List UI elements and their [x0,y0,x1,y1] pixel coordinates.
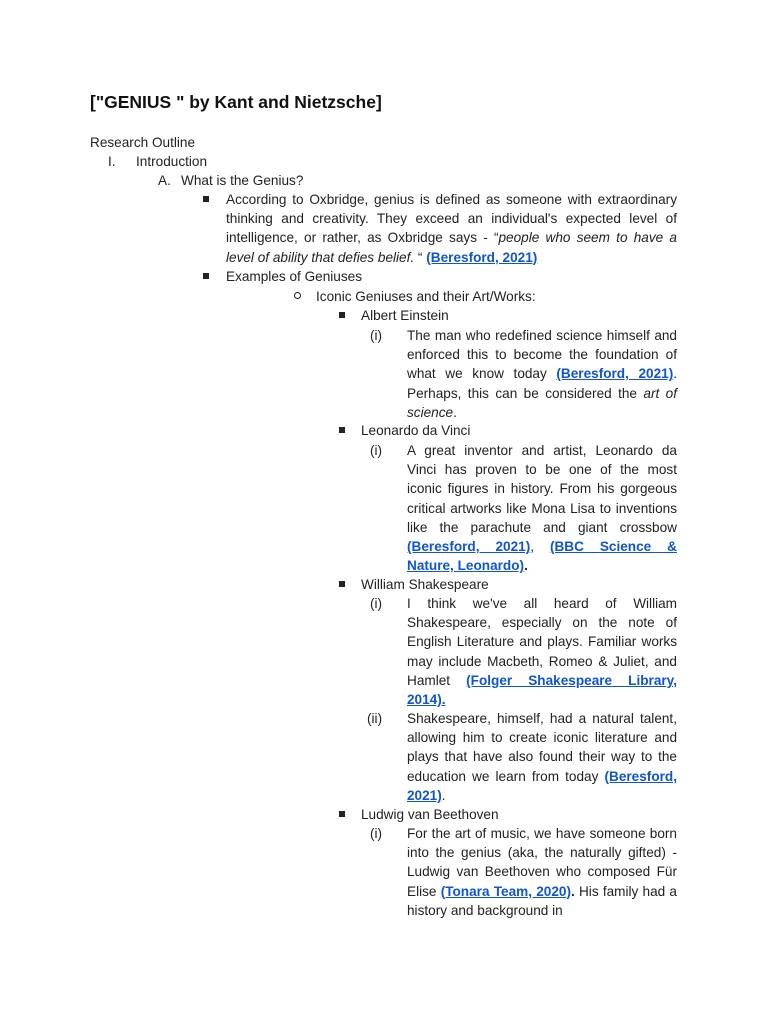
item-marker: (i) [370,443,383,458]
genius-name-davinci: Leonardo da Vinci [361,423,471,438]
bullet-icon [339,421,345,440]
paragraph-text: . [453,404,457,420]
shakespeare-paragraph-2 [407,709,677,805]
paragraph-text: . [571,883,575,899]
paragraph-text: . [441,787,446,803]
section-marker-a: A. [158,173,171,188]
paragraph-text: A great inventor and artist, Leonardo da Vinci has proven to be one of the most iconic figures in history. From his gorgeous critical artworks like Mona Lisa to inventions like the parachute and giant crossbow [407,443,677,535]
item-marker: (i) [370,826,383,841]
section-introduction: Introduction [136,154,208,169]
italic-phrase: art of science [407,385,677,420]
section-what-is-genius: What is the Genius? [181,173,304,188]
citation-link[interactable]: (Beresford, 2021) [426,249,538,265]
item-marker: (i) [370,596,383,611]
paragraph-text: . [524,558,528,574]
paragraph-text: His family had a history and background in [407,883,677,918]
davinci-paragraph [407,441,677,575]
genius-name-shakespeare: William Shakespeare [361,577,489,592]
bullet-icon [339,306,345,325]
bullet-icon [203,190,209,209]
einstein-paragraph [407,326,677,422]
item-marker: (ii) [367,711,383,726]
definition-paragraph [226,190,677,267]
citation-link[interactable]: (BBC Science & Nature, Leonardo) [407,539,677,574]
outline-label: Research Outline [90,135,196,150]
shakespeare-paragraph-1 [407,594,677,709]
beethoven-paragraph [407,824,677,920]
definition-quote-close: “ [414,249,427,265]
bullet-icon [203,267,209,286]
examples-label: Examples of Geniuses [226,269,363,284]
paragraph-text: . Perhaps, this can be considered the [407,366,678,401]
genius-name-einstein: Albert Einstein [361,308,449,323]
bullet-icon [339,805,345,824]
document-title: ["GENIUS " by Kant and Nietzsche] [90,92,382,112]
paragraph-text: The man who redefined science himself and enforced this to become the foundation of what we know today [407,328,677,382]
citation-link[interactable]: (Beresford, 2021) [556,366,674,382]
definition-quote: people who seem to have a level of ability that defies belief. [226,230,677,265]
circle-bullet-icon [294,287,301,306]
citation-link[interactable]: (Beresford, 2021) [407,539,531,555]
paragraph-text: Shakespeare, himself, had a natural talent, allowing him to create iconic literature and plays that have also found their way to the education we learn from today [407,711,677,784]
genius-name-beethoven: Ludwig van Beethoven [361,807,499,822]
item-marker: (i) [370,328,383,343]
bullet-icon [339,575,345,594]
paragraph-text: , [530,539,550,555]
citation-link[interactable]: (Tonara Team, 2020) [440,883,571,899]
citation-link[interactable]: (Beresford, 2021) [407,768,677,803]
iconic-label: Iconic Geniuses and their Art/Works: [316,289,536,304]
citation-link[interactable]: (Folger Shakespeare Library, 2014). [407,672,677,708]
paragraph-text: I think we've all heard of William Shakespeare, especially on the note of English Literature and plays. Familiar works may include Macbeth, Romeo & Juliet, and Hamlet [407,596,677,688]
paragraph-text: For the art of music, we have someone born into the genius (aka, the naturally gifted) - Ludwig van Beethoven who composed Für Elise [407,826,677,899]
section-marker-i: I. [108,154,116,169]
definition-text: According to Oxbridge, genius is defined as someone with extraordinary thinking and creativity. They exceed an individual's expected level of intelligence, or rather, as Oxbridge says - “ [226,192,677,246]
